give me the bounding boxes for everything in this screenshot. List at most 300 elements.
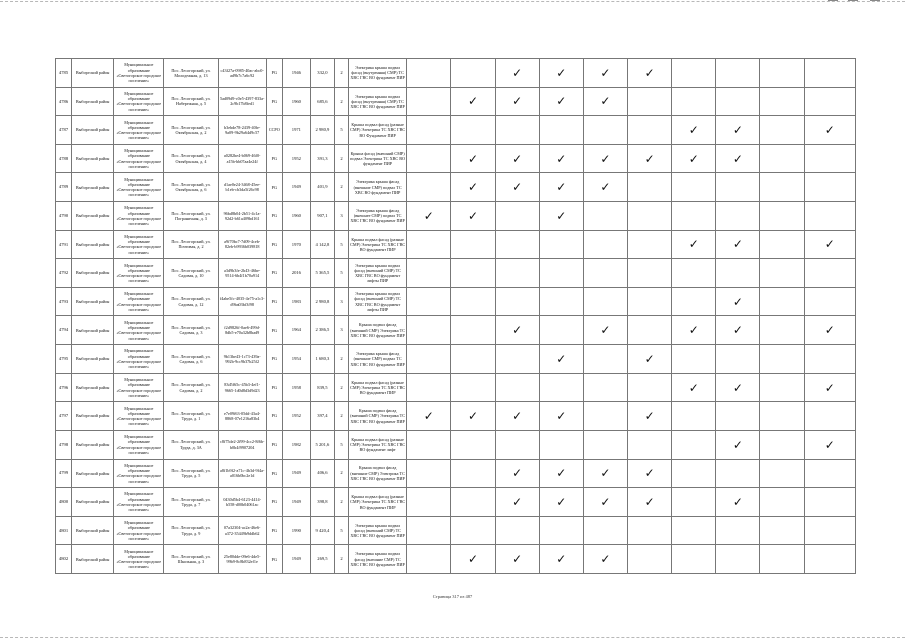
- check-cell-3: [495, 287, 539, 316]
- table-row: [56, 488, 856, 517]
- address-cell: Пос. Лесогорский, ул. Почтовая, д. 2: [164, 230, 218, 259]
- check-cell-2: [451, 202, 495, 231]
- checkmark-icon: ✓: [732, 380, 743, 395]
- check-cell-10: [804, 87, 855, 116]
- district-cell: Выборгский район: [72, 373, 114, 402]
- check-cell-6: [628, 202, 672, 231]
- municipality-cell: Муниципальное образование «Светогорское городское поселение»: [114, 202, 164, 231]
- check-cell-3: [495, 488, 539, 517]
- fias-code-cell: 5ad09d9-c0e5-4397-833a-2c9b17b8fed1: [218, 87, 266, 116]
- area-cell: 2 980,8: [310, 287, 334, 316]
- works-cell: Электрика крыша подвал фасад (внешний СМР) ТС ХВС ГВС ВО фундамент лифты ПИР: [349, 287, 407, 316]
- check-cell-9: [760, 402, 804, 431]
- type-cell: PG: [266, 545, 282, 574]
- floors-cell: 2: [334, 373, 348, 402]
- check-cell-7: [672, 87, 716, 116]
- check-cell-10: [804, 230, 855, 259]
- check-cell-7: [672, 230, 716, 259]
- check-cell-9: [760, 316, 804, 345]
- area-cell: 332,0: [310, 59, 334, 88]
- checkmark-icon: ✓: [556, 94, 567, 109]
- scan-top-edge: [0, 1, 905, 2]
- check-cell-2: [451, 144, 495, 173]
- area-cell: 406,6: [310, 459, 334, 488]
- type-cell: PG: [266, 345, 282, 374]
- type-cell: PG: [266, 87, 282, 116]
- check-cell-10: [804, 430, 855, 459]
- works-cell: Электрика крыша подвал фасад (внешние СМР) ТС ХВС ГВС ВО фундамент ПИР: [349, 545, 407, 574]
- floors-cell: 2: [334, 488, 348, 517]
- check-cell-5: [583, 230, 627, 259]
- check-cell-6: [628, 516, 672, 545]
- check-cell-1: [407, 345, 451, 374]
- checkmark-icon: ✓: [512, 180, 523, 195]
- municipality-cell: Муниципальное образование «Светогорское городское поселение»: [114, 488, 164, 517]
- area-cell: 839,5: [310, 373, 334, 402]
- check-cell-5: [583, 144, 627, 173]
- checkmark-icon: ✓: [600, 94, 611, 109]
- district-cell: Выборгский район: [72, 116, 114, 145]
- checkmark-icon: ✓: [512, 409, 523, 424]
- fias-code-cell: d1ae0e24-3468-45ee-b1eb-cb3da5f26c98: [218, 173, 266, 202]
- row-id: 4802: [56, 545, 72, 574]
- check-cell-9: [760, 345, 804, 374]
- check-cell-10: [804, 287, 855, 316]
- checkmark-icon: ✓: [556, 208, 567, 223]
- checkmark-icon: ✓: [732, 494, 743, 509]
- checkmark-icon: ✓: [556, 552, 567, 567]
- type-cell: PG: [266, 287, 282, 316]
- row-id: 4791: [56, 230, 72, 259]
- table-row: [56, 345, 856, 374]
- area-cell: 9 420,4: [310, 516, 334, 545]
- row-id: 4793: [56, 287, 72, 316]
- check-cell-6: [628, 259, 672, 288]
- check-cell-6: [628, 59, 672, 88]
- check-cell-5: [583, 287, 627, 316]
- check-cell-8: [716, 430, 760, 459]
- check-cell-9: [760, 373, 804, 402]
- check-cell-2: [451, 316, 495, 345]
- check-cell-3: [495, 402, 539, 431]
- works-cell: Крыша подвал фасад (внешние СМР) Электрика ТС ХВС ГВС ВО фундамент ПИР: [349, 459, 407, 488]
- check-cell-4: [539, 459, 583, 488]
- checkmark-icon: ✓: [644, 466, 655, 481]
- table-row: [56, 87, 856, 116]
- check-cell-4: [539, 116, 583, 145]
- check-cell-7: [672, 430, 716, 459]
- check-cell-4: [539, 173, 583, 202]
- check-cell-4: [539, 373, 583, 402]
- checkmark-icon: ✓: [644, 65, 655, 80]
- check-cell-1: [407, 402, 451, 431]
- municipality-cell: Муниципальное образование «Светогорское городское поселение»: [114, 230, 164, 259]
- check-cell-9: [760, 59, 804, 88]
- check-cell-9: [760, 545, 804, 574]
- check-cell-1: [407, 373, 451, 402]
- checkmark-icon: ✓: [644, 409, 655, 424]
- row-id: 4792: [56, 259, 72, 288]
- table-row: [56, 545, 856, 574]
- checkmark-icon: ✓: [556, 466, 567, 481]
- year-cell: 1964: [282, 316, 310, 345]
- check-cell-2: [451, 345, 495, 374]
- municipality-cell: Муниципальное образование «Светогорское городское поселение»: [114, 459, 164, 488]
- works-cell: Электрика крыша фасад (внешнее СМР) подвал ТС ХВС ГВС ВО фундамент ПИР: [349, 202, 407, 231]
- type-cell: PG: [266, 59, 282, 88]
- type-cell: PG: [266, 144, 282, 173]
- works-cell: Крыша подвал фасад (разные СМР) Электрика ТС ХВС ГВС ВО Фундамент ПИР: [349, 116, 407, 145]
- table-row: [56, 259, 856, 288]
- municipality-cell: Муниципальное образование «Светогорское городское поселение»: [114, 259, 164, 288]
- municipality-cell: Муниципальное образование «Светогорское городское поселение»: [114, 345, 164, 374]
- check-cell-7: [672, 173, 716, 202]
- check-cell-3: [495, 545, 539, 574]
- address-cell: Пос. Лесогорский, ул. Садовая, д. 10: [164, 259, 218, 288]
- check-cell-10: [804, 259, 855, 288]
- check-cell-4: [539, 316, 583, 345]
- works-cell: Крыша подвал фасад (разные СМР) Электрика ТС ХВС ГВС ВО фундамент ПИР: [349, 488, 407, 517]
- check-cell-4: [539, 545, 583, 574]
- checkmark-icon: ✓: [556, 494, 567, 509]
- address-cell: Пос. Лесогорский, ул. Молодежная, д. 13: [164, 59, 218, 88]
- check-cell-8: [716, 259, 760, 288]
- district-cell: Выборгский район: [72, 173, 114, 202]
- check-cell-10: [804, 459, 855, 488]
- address-cell: Пос. Лесогорский, ул. Труда, д. 1: [164, 402, 218, 431]
- year-cell: 1983: [282, 287, 310, 316]
- page-footer: Страница 317 из 487: [432, 594, 473, 599]
- municipality-cell: Муниципальное образование «Светогорское городское поселение»: [114, 402, 164, 431]
- type-cell: PG: [266, 259, 282, 288]
- check-cell-5: [583, 173, 627, 202]
- type-cell: PG: [266, 316, 282, 345]
- check-cell-8: [716, 230, 760, 259]
- municipality-cell: Муниципальное образование «Светогорское городское поселение»: [114, 59, 164, 88]
- floors-cell: 2: [334, 173, 348, 202]
- check-cell-6: [628, 230, 672, 259]
- checkmark-icon: ✓: [467, 552, 478, 567]
- check-cell-9: [760, 173, 804, 202]
- municipality-cell: Муниципальное образование «Светогорское городское поселение»: [114, 116, 164, 145]
- year-cell: 1960: [282, 87, 310, 116]
- check-cell-4: [539, 345, 583, 374]
- address-cell: Пос. Лесогорский, ул. Октябрьская, д. 4: [164, 144, 218, 173]
- check-cell-6: [628, 345, 672, 374]
- check-cell-8: [716, 545, 760, 574]
- municipality-cell: Муниципальное образование «Светогорское городское поселение»: [114, 87, 164, 116]
- check-cell-10: [804, 345, 855, 374]
- checkmark-icon: ✓: [467, 208, 478, 223]
- check-cell-2: [451, 373, 495, 402]
- year-cell: 1952: [282, 402, 310, 431]
- checkmark-icon: ✓: [824, 380, 835, 395]
- check-cell-5: [583, 116, 627, 145]
- check-cell-10: [804, 516, 855, 545]
- check-cell-1: [407, 516, 451, 545]
- table-row: [56, 373, 856, 402]
- row-id: 4785: [56, 59, 72, 88]
- check-cell-3: [495, 59, 539, 88]
- table-row: [56, 430, 856, 459]
- check-cell-2: [451, 402, 495, 431]
- check-cell-2: [451, 545, 495, 574]
- check-cell-5: [583, 459, 627, 488]
- table-row: [56, 516, 856, 545]
- checkmark-icon: ✓: [512, 323, 523, 338]
- check-cell-10: [804, 173, 855, 202]
- checkmark-icon: ✓: [732, 437, 743, 452]
- check-cell-5: [583, 373, 627, 402]
- check-cell-5: [583, 202, 627, 231]
- check-cell-6: [628, 373, 672, 402]
- check-cell-7: [672, 516, 716, 545]
- check-cell-3: [495, 345, 539, 374]
- works-cell: Электрика крыша фасад (внешние СМР) подвал ТС ХВС ГВС ВО фундамент ПИР: [349, 345, 407, 374]
- check-cell-4: [539, 287, 583, 316]
- floors-cell: 2: [334, 144, 348, 173]
- check-cell-9: [760, 287, 804, 316]
- checkmark-icon: ✓: [824, 123, 835, 138]
- works-cell: Крыша подвал фасад (внешний СМР) Электрика ТС ХВС ГВС ВО фундамент ПИР: [349, 316, 407, 345]
- checkmark-icon: ✓: [512, 466, 523, 481]
- works-cell: Крыша подвал фасад (внешний СМР) Электрика ТС ХВС ГВС ВО фундамент ПИР: [349, 402, 407, 431]
- check-cell-6: [628, 459, 672, 488]
- check-cell-6: [628, 545, 672, 574]
- type-cell: PG: [266, 173, 282, 202]
- address-cell: Пос. Лесогорский, ул. Садовая, д. 12: [164, 287, 218, 316]
- check-cell-9: [760, 516, 804, 545]
- check-cell-9: [760, 202, 804, 231]
- address-cell: Пос. Лесогорский, ул. Садовая, д. 3: [164, 316, 218, 345]
- fias-code-cell: 07a32304-ac2a-46e6-a372-35449b9ddb62: [218, 516, 266, 545]
- check-cell-5: [583, 59, 627, 88]
- check-cell-3: [495, 87, 539, 116]
- check-cell-10: [804, 116, 855, 145]
- floors-cell: 2: [334, 402, 348, 431]
- fias-code-cell: a0282be4-b069-46f0-a15b-bb07aa4e24f: [218, 144, 266, 173]
- check-cell-6: [628, 488, 672, 517]
- check-cell-1: [407, 545, 451, 574]
- fias-code-cell: b3ebde78-2439-40fe-9a09-9b29a64d9c57: [218, 116, 266, 145]
- check-cell-7: [672, 373, 716, 402]
- check-cell-4: [539, 259, 583, 288]
- checkmark-icon: ✓: [688, 151, 699, 166]
- year-cell: 2016: [282, 259, 310, 288]
- check-cell-5: [583, 545, 627, 574]
- check-cell-9: [760, 459, 804, 488]
- check-cell-3: [495, 202, 539, 231]
- fias-code-cell: 9b13be43-1c73-439a-992b-9cc9b37b25f2: [218, 345, 266, 374]
- check-cell-1: [407, 202, 451, 231]
- fias-code-cell: f4abe5fc-4035-4e75-a1c3-d9ba03bf3f98: [218, 287, 266, 316]
- check-cell-7: [672, 459, 716, 488]
- checkmark-icon: ✓: [467, 94, 478, 109]
- row-id: 4800: [56, 488, 72, 517]
- check-cell-10: [804, 59, 855, 88]
- check-cell-3: [495, 373, 539, 402]
- check-cell-2: [451, 116, 495, 145]
- table-row: [56, 230, 856, 259]
- area-cell: 2 386,5: [310, 316, 334, 345]
- checkmark-icon: ✓: [556, 409, 567, 424]
- check-cell-5: [583, 259, 627, 288]
- fias-code-cell: 25e80dde-09e6-4de5-99b9-8c8b832ef1e: [218, 545, 266, 574]
- fias-code-cell: 96bd8b04-2b51-4c1a-92d2-b61a409bd161: [218, 202, 266, 231]
- checkmark-icon: ✓: [688, 123, 699, 138]
- address-cell: Пос. Лесогорский, ул. Садовая, д. 6: [164, 345, 218, 374]
- checkmark-icon: ✓: [688, 380, 699, 395]
- address-cell: Пос. Лесогорский, ул. Пограничная, д. 3: [164, 202, 218, 231]
- check-cell-5: [583, 345, 627, 374]
- district-cell: Выборгский район: [72, 488, 114, 517]
- checkmark-icon: ✓: [600, 552, 611, 567]
- district-cell: Выборгский район: [72, 202, 114, 231]
- scan-mark: [870, 0, 880, 1]
- checkmark-icon: ✓: [512, 552, 523, 567]
- fias-code-cell: a8f1b9f2-a71c-4b3d-9f4a-a016b0bc2e1d: [218, 459, 266, 488]
- address-cell: Пос. Лесогорский, ул. Труда, д. 7: [164, 488, 218, 517]
- floors-cell: 3: [334, 316, 348, 345]
- address-cell: Пос. Лесогорский, ул. Октябрьская, д. 6: [164, 173, 218, 202]
- floors-cell: 3: [334, 287, 348, 316]
- check-cell-2: [451, 259, 495, 288]
- table-row: [56, 287, 856, 316]
- check-cell-4: [539, 59, 583, 88]
- works-cell: Крыша подвал фасад (разные СМР) Электрика ТС ХВС ГВС ВО фундамент ПИР: [349, 230, 407, 259]
- area-cell: 2 980,9: [310, 116, 334, 145]
- area-cell: 1 680,3: [310, 345, 334, 374]
- checkmark-icon: ✓: [512, 65, 523, 80]
- row-id: 4801: [56, 516, 72, 545]
- municipality-cell: Муниципальное образование «Светогорское городское поселение»: [114, 373, 164, 402]
- checkmark-icon: ✓: [732, 151, 743, 166]
- year-cell: 1971: [282, 116, 310, 145]
- table-row: [56, 173, 856, 202]
- district-cell: Выборгский район: [72, 345, 114, 374]
- year-cell: 1960: [282, 202, 310, 231]
- table-row: [56, 144, 856, 173]
- year-cell: 1949: [282, 173, 310, 202]
- area-cell: 269,5: [310, 545, 334, 574]
- check-cell-10: [804, 402, 855, 431]
- check-cell-3: [495, 173, 539, 202]
- floors-cell: 2: [334, 87, 348, 116]
- check-cell-4: [539, 144, 583, 173]
- checkmark-icon: ✓: [824, 323, 835, 338]
- check-cell-10: [804, 545, 855, 574]
- check-cell-6: [628, 87, 672, 116]
- row-id: 4788: [56, 144, 72, 173]
- check-cell-4: [539, 202, 583, 231]
- year-cell: 1946: [282, 59, 310, 88]
- check-cell-3: [495, 144, 539, 173]
- floors-cell: 5: [334, 259, 348, 288]
- check-cell-2: [451, 459, 495, 488]
- checkmark-icon: ✓: [600, 180, 611, 195]
- check-cell-9: [760, 259, 804, 288]
- check-cell-5: [583, 87, 627, 116]
- municipality-cell: Муниципальное образование «Светогорское городское поселение»: [114, 516, 164, 545]
- works-cell: Крыша подвал фасад (разные СМР) Электрика ТС ХВС ГВС ВО фундамент лифт: [349, 430, 407, 459]
- address-cell: Пос. Лесогорский, ул. Труда, д. 9: [164, 516, 218, 545]
- fias-code-cell: c8f75de2-2f99-4cc2-8f6b-b0b4f9907204: [218, 430, 266, 459]
- check-cell-7: [672, 316, 716, 345]
- fias-code-cell: c43f27a-0985-40ac-abc0-ad9b7c7a6c92: [218, 59, 266, 88]
- checkmark-icon: ✓: [824, 437, 835, 452]
- check-cell-10: [804, 488, 855, 517]
- district-cell: Выборгский район: [72, 259, 114, 288]
- check-cell-6: [628, 116, 672, 145]
- check-cell-8: [716, 373, 760, 402]
- district-cell: Выборгский район: [72, 430, 114, 459]
- type-cell: PG: [266, 202, 282, 231]
- check-cell-7: [672, 144, 716, 173]
- checkmark-icon: ✓: [688, 237, 699, 252]
- checkmark-icon: ✓: [644, 494, 655, 509]
- area-cell: 4 142,8: [310, 230, 334, 259]
- check-cell-1: [407, 144, 451, 173]
- check-cell-10: [804, 373, 855, 402]
- floors-cell: 3: [334, 202, 348, 231]
- check-cell-1: [407, 116, 451, 145]
- row-id: 4795: [56, 345, 72, 374]
- checkmark-icon: ✓: [732, 237, 743, 252]
- area-cell: 5 365,5: [310, 259, 334, 288]
- table-row: [56, 59, 856, 88]
- checkmark-icon: ✓: [732, 323, 743, 338]
- check-cell-6: [628, 173, 672, 202]
- row-id: 4786: [56, 87, 72, 116]
- check-cell-5: [583, 430, 627, 459]
- area-cell: 401,9: [310, 173, 334, 202]
- checkmark-icon: ✓: [512, 494, 523, 509]
- row-id: 4796: [56, 373, 72, 402]
- check-cell-10: [804, 202, 855, 231]
- check-cell-4: [539, 230, 583, 259]
- check-cell-1: [407, 459, 451, 488]
- check-cell-2: [451, 59, 495, 88]
- check-cell-1: [407, 287, 451, 316]
- check-cell-7: [672, 116, 716, 145]
- check-cell-7: [672, 202, 716, 231]
- checkmark-icon: ✓: [556, 351, 567, 366]
- municipality-cell: Муниципальное образование «Светогорское городское поселение»: [114, 173, 164, 202]
- type-cell: PG: [266, 402, 282, 431]
- year-cell: 1949: [282, 488, 310, 517]
- district-cell: Выборгский район: [72, 287, 114, 316]
- address-cell: Пос. Лесогорский, ул. Труда, д. 3А: [164, 430, 218, 459]
- checkmark-icon: ✓: [732, 294, 743, 309]
- type-cell: CCPO: [266, 116, 282, 145]
- table-row: [56, 116, 856, 145]
- area-cell: 907,1: [310, 202, 334, 231]
- works-cell: Электрика крыша подвал фасад (внешний СМР) ТС ХВС ГВС ВО фундамент ПИР: [349, 516, 407, 545]
- check-cell-4: [539, 488, 583, 517]
- municipality-cell: Муниципальное образование «Светогорское городское поселение»: [114, 430, 164, 459]
- check-cell-1: [407, 259, 451, 288]
- checkmark-icon: ✓: [600, 65, 611, 80]
- check-cell-1: [407, 316, 451, 345]
- check-cell-6: [628, 430, 672, 459]
- area-cell: 391,3: [310, 144, 334, 173]
- district-cell: Выборгский район: [72, 459, 114, 488]
- area-cell: 397,4: [310, 402, 334, 431]
- check-cell-3: [495, 116, 539, 145]
- works-cell: Крыша фасад (внешний СМР) подвал Электрика ТС ХВС ВО фундамент ПИР: [349, 144, 407, 173]
- check-cell-8: [716, 173, 760, 202]
- check-cell-7: [672, 488, 716, 517]
